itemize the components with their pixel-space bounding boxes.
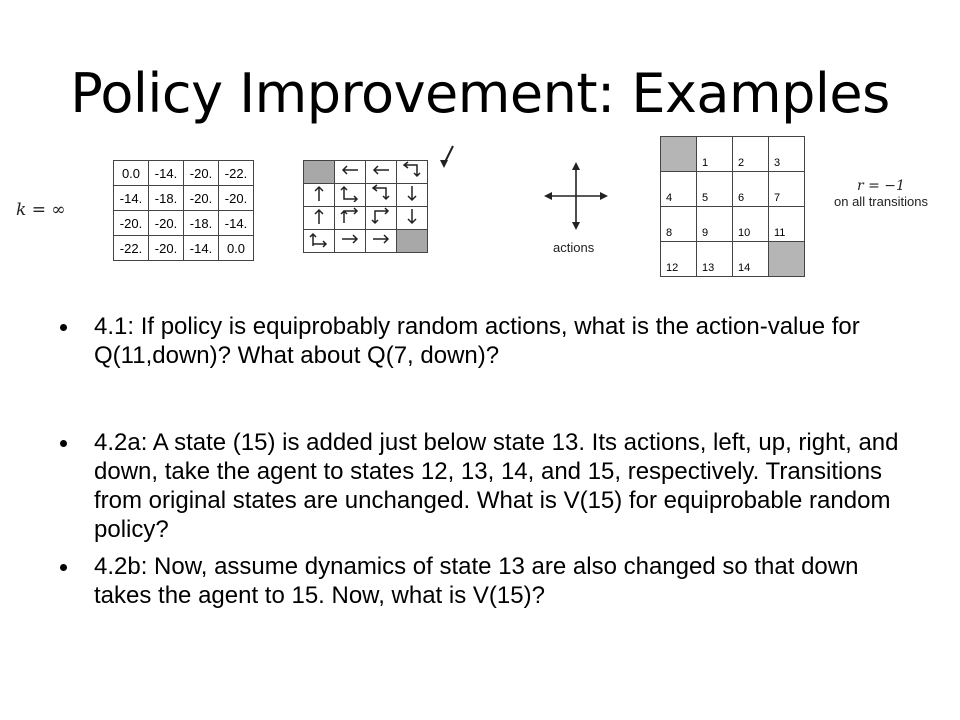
bullet-dot-icon: [60, 440, 67, 447]
policy-cell: [335, 184, 366, 207]
value-cell: -22.: [219, 161, 254, 186]
left-down-arrow-icon: [370, 184, 392, 202]
k-infinity-label: k = ∞: [16, 200, 66, 220]
state-cell: 13: [697, 242, 733, 277]
bullet-dot-icon: [60, 324, 67, 331]
policy-cell-terminal: [397, 230, 428, 253]
right-arrow-icon: [370, 231, 392, 247]
policy-cell: [335, 207, 366, 230]
policy-cell: [366, 230, 397, 253]
bullet-text: 4.2b: Now, assume dynamics of state 13 are also changed so that down takes the agent to 15. Now, what is V(15)?: [94, 553, 859, 609]
bullet-item: [60, 312, 920, 370]
value-cell: -20.: [219, 186, 254, 211]
up-right-arrow-icon: [339, 207, 361, 225]
bullet-list: [60, 312, 920, 610]
policy-cell: [366, 184, 397, 207]
policy-cell: [366, 161, 397, 184]
actions-compass-icon: [542, 160, 610, 232]
policy-cell: [335, 230, 366, 253]
policy-cell: [304, 207, 335, 230]
state-grid: [660, 136, 805, 277]
bullet-text: 4.2a: A state (15) is added just below state 13. Its actions, left, up, right, and down, take the agent to states 12, 13, 14, and 15, respectively. Transitions from original states are unchanged. What is V(15) for equiprobable random policy?: [94, 429, 899, 543]
state-cell: 4: [661, 172, 697, 207]
bullet-item: [60, 552, 920, 610]
value-cell: -20.: [149, 236, 184, 261]
value-cell: -14.: [219, 211, 254, 236]
left-arrow-icon: [339, 162, 361, 178]
policy-cell-terminal: [304, 161, 335, 184]
right-down-arrow-icon: [370, 207, 392, 225]
bullet-text: 4.1: If policy is equiprobably random actions, what is the action-value for Q(11,down)? What about Q(7, down)?: [94, 313, 860, 369]
value-cell: -20.: [184, 161, 219, 186]
state-cell: 1: [697, 137, 733, 172]
left-up-arrow-icon: [339, 184, 361, 202]
value-grid: [113, 160, 254, 261]
value-cell: -18.: [184, 211, 219, 236]
left-arrow-icon: [370, 162, 392, 178]
down-arrow-icon: [401, 184, 423, 202]
state-cell: 11: [769, 207, 805, 242]
reward-note: [834, 178, 928, 209]
value-cell: -20.: [114, 211, 149, 236]
bullet-item: [60, 428, 920, 544]
value-cell: 0.0: [219, 236, 254, 261]
value-cell: 0.0: [114, 161, 149, 186]
slide-title: Policy Improvement: Examples: [70, 62, 890, 125]
value-cell: -20.: [149, 211, 184, 236]
state-cell: 3: [769, 137, 805, 172]
policy-cell: [335, 161, 366, 184]
actions-label: actions: [553, 240, 595, 255]
state-cell: 5: [697, 172, 733, 207]
down-arrow-icon: [401, 207, 423, 225]
left-down-arrow-icon: [401, 161, 423, 179]
state-cell: 6: [733, 172, 769, 207]
state-cell: 12: [661, 242, 697, 277]
policy-cell: [304, 230, 335, 253]
bullet-dot-icon: [60, 564, 67, 571]
policy-grid: [303, 160, 428, 253]
value-cell: -18.: [149, 186, 184, 211]
policy-cell: [397, 207, 428, 230]
up-right-arrow-icon: [308, 230, 330, 248]
value-cell: -14.: [114, 186, 149, 211]
policy-cell: [366, 207, 397, 230]
policy-cell: [397, 161, 428, 184]
state-cell: 14: [733, 242, 769, 277]
state-cell: 2: [733, 137, 769, 172]
reward-equation: r = −1: [856, 178, 905, 194]
value-cell: -14.: [149, 161, 184, 186]
value-cell: -22.: [114, 236, 149, 261]
policy-cell: [304, 184, 335, 207]
state-cell: 9: [697, 207, 733, 242]
value-cell: -14.: [184, 236, 219, 261]
state-cell-terminal: [661, 137, 697, 172]
value-cell: -20.: [184, 186, 219, 211]
policy-cell: [397, 184, 428, 207]
state-cell: 7: [769, 172, 805, 207]
reward-description: on all transitions: [834, 194, 928, 209]
up-arrow-icon: [308, 184, 330, 202]
up-arrow-icon: [308, 207, 330, 225]
state-cell: 8: [661, 207, 697, 242]
right-arrow-icon: [339, 231, 361, 247]
state-cell: 10: [733, 207, 769, 242]
state-cell-terminal: [769, 242, 805, 277]
pen-mark-icon: [436, 144, 456, 170]
